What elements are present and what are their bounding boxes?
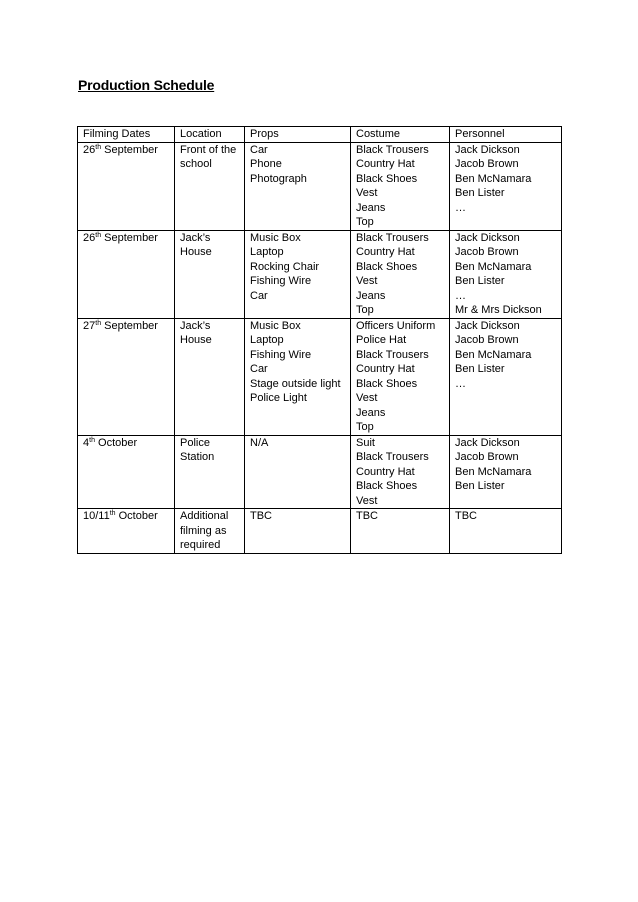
cell-personnel	[450, 318, 562, 435]
costume-item: Police Hat	[356, 334, 407, 346]
date-day: 4	[83, 436, 90, 449]
cell-costume	[351, 509, 450, 554]
cell-location	[175, 142, 245, 230]
personnel-item: Jack Dickson	[455, 231, 520, 244]
costume-item: Jeans	[356, 406, 386, 419]
costume-item: Black Shoes	[356, 377, 418, 390]
personnel-item: Jack Dickson	[455, 436, 520, 449]
personnel-item: Ben Lister	[455, 187, 505, 199]
table-row	[78, 435, 562, 509]
cell-props	[245, 230, 351, 318]
costume-item: Top	[356, 304, 374, 316]
cell-location	[175, 230, 245, 318]
table-body	[78, 142, 562, 553]
costume-item: Jeans	[356, 289, 386, 302]
date-ordinal-suffix: th	[109, 510, 116, 517]
personnel-item: TBC	[455, 510, 477, 522]
costume-item: Vest	[356, 494, 378, 507]
prop-item: Car	[250, 363, 268, 375]
personnel-item: Ben Lister	[455, 363, 505, 375]
prop-item: N/A	[250, 436, 269, 449]
header-filming-dates: Filming Dates	[78, 127, 175, 143]
costume-item: Country Hat	[356, 158, 415, 170]
cell-props	[245, 435, 351, 509]
costume-item: Jeans	[356, 201, 386, 214]
location-line: House	[180, 246, 212, 258]
cell-personnel	[450, 142, 562, 230]
table-row	[78, 318, 562, 435]
prop-item: Car	[250, 289, 268, 302]
costume-item: Top	[356, 216, 374, 228]
cell-props	[245, 142, 351, 230]
header-personnel: Personnel	[450, 127, 562, 143]
prop-item: Car	[250, 143, 268, 156]
costume-item: Vest	[356, 187, 378, 199]
costume-item: Suit	[356, 436, 375, 449]
prop-item: TBC	[250, 510, 272, 522]
prop-item: Music Box	[250, 231, 301, 244]
cell-filming-date	[78, 318, 175, 435]
costume-item: Top	[356, 421, 374, 433]
costume-item: Country Hat	[356, 465, 415, 478]
date-day: 26	[83, 143, 96, 156]
prop-item: Music Box	[250, 319, 301, 332]
date-ordinal-suffix: th	[95, 319, 102, 327]
costume-item: Officers Uniform	[356, 319, 436, 332]
prop-item: Laptop	[250, 334, 284, 346]
prop-item: Photograph	[250, 172, 307, 185]
location-line: Station	[180, 451, 215, 463]
date-ordinal-suffix: th	[95, 143, 102, 151]
costume-item: Vest	[356, 275, 378, 287]
location-line: House	[180, 334, 212, 346]
costume-item: Country Hat	[356, 246, 415, 258]
prop-item: Fishing Wire	[250, 348, 312, 361]
location-line: Jack’s	[180, 231, 211, 244]
costume-item: Black Trousers	[356, 451, 429, 463]
personnel-item: Ben McNamara	[455, 348, 532, 361]
date-month: October	[118, 510, 158, 522]
prop-item: Rocking Chair	[250, 260, 320, 273]
date-ordinal-suffix: th	[89, 436, 95, 444]
personnel-item: Ben McNamara	[455, 172, 532, 185]
table-row	[78, 142, 562, 230]
location-line: school	[180, 158, 212, 170]
cell-location	[175, 435, 245, 509]
personnel-item: Jacob Brown	[455, 246, 519, 258]
cell-props	[245, 318, 351, 435]
personnel-item: Mr & Mrs Dickson	[455, 304, 542, 316]
cell-costume	[351, 142, 450, 230]
location-line: filming as	[180, 524, 227, 537]
prop-item: Fishing Wire	[250, 275, 312, 287]
date-ordinal-suffix: th	[95, 231, 102, 239]
location-line: Police	[180, 436, 210, 449]
costume-item: Black Trousers	[356, 348, 429, 361]
date-month: September	[104, 231, 158, 244]
date-month: September	[104, 143, 158, 156]
costume-item: TBC	[356, 510, 378, 522]
location-line: required	[180, 539, 221, 551]
table-row	[78, 509, 562, 554]
personnel-item: Ben Lister	[455, 275, 505, 287]
personnel-item: Ben Lister	[455, 480, 505, 492]
cell-personnel	[450, 230, 562, 318]
personnel-item: …	[455, 289, 466, 302]
personnel-item: Jacob Brown	[455, 334, 519, 346]
date-day: 26	[83, 231, 96, 244]
prop-item: Laptop	[250, 246, 284, 258]
cell-filming-date	[78, 435, 175, 509]
table-header-row	[78, 127, 562, 143]
cell-location	[175, 509, 245, 554]
prop-item: Phone	[250, 158, 282, 170]
cell-filming-date	[78, 142, 175, 230]
cell-location	[175, 318, 245, 435]
cell-costume	[351, 318, 450, 435]
cell-filming-date	[78, 230, 175, 318]
date-day: 27	[83, 319, 96, 332]
prop-item: Stage outside light	[250, 377, 341, 390]
costume-item: Black Trousers	[356, 143, 429, 156]
cell-costume	[351, 435, 450, 509]
cell-costume	[351, 230, 450, 318]
date-day: 10/11	[83, 510, 110, 522]
date-month: September	[104, 319, 158, 332]
location-line: Jack’s	[180, 319, 211, 332]
header-location: Location	[175, 127, 245, 143]
cell-personnel	[450, 509, 562, 554]
personnel-item: Jack Dickson	[455, 143, 520, 156]
cell-props	[245, 509, 351, 554]
cell-personnel	[450, 435, 562, 509]
personnel-item: …	[455, 377, 466, 390]
cell-filming-date	[78, 509, 175, 554]
location-line: Additional	[180, 510, 229, 522]
costume-item: Black Shoes	[356, 260, 418, 273]
table-row	[78, 230, 562, 318]
costume-item: Country Hat	[356, 363, 415, 375]
date-month: October	[98, 436, 138, 449]
costume-item: Black Shoes	[356, 172, 418, 185]
production-schedule-table	[77, 126, 562, 554]
personnel-item: Jacob Brown	[455, 451, 519, 463]
header-costume: Costume	[351, 127, 450, 143]
costume-item: Black Shoes	[356, 480, 418, 492]
personnel-item: …	[455, 201, 466, 214]
header-props: Props	[245, 127, 351, 143]
costume-item: Black Trousers	[356, 231, 429, 244]
prop-item: Police Light	[250, 392, 307, 404]
personnel-item: Jacob Brown	[455, 158, 519, 170]
personnel-item: Ben McNamara	[455, 260, 532, 273]
costume-item: Vest	[356, 392, 378, 404]
personnel-item: Ben McNamara	[455, 465, 532, 478]
personnel-item: Jack Dickson	[455, 319, 520, 332]
document-title: Production Schedule	[78, 77, 215, 93]
location-line: Front of the	[180, 143, 237, 156]
